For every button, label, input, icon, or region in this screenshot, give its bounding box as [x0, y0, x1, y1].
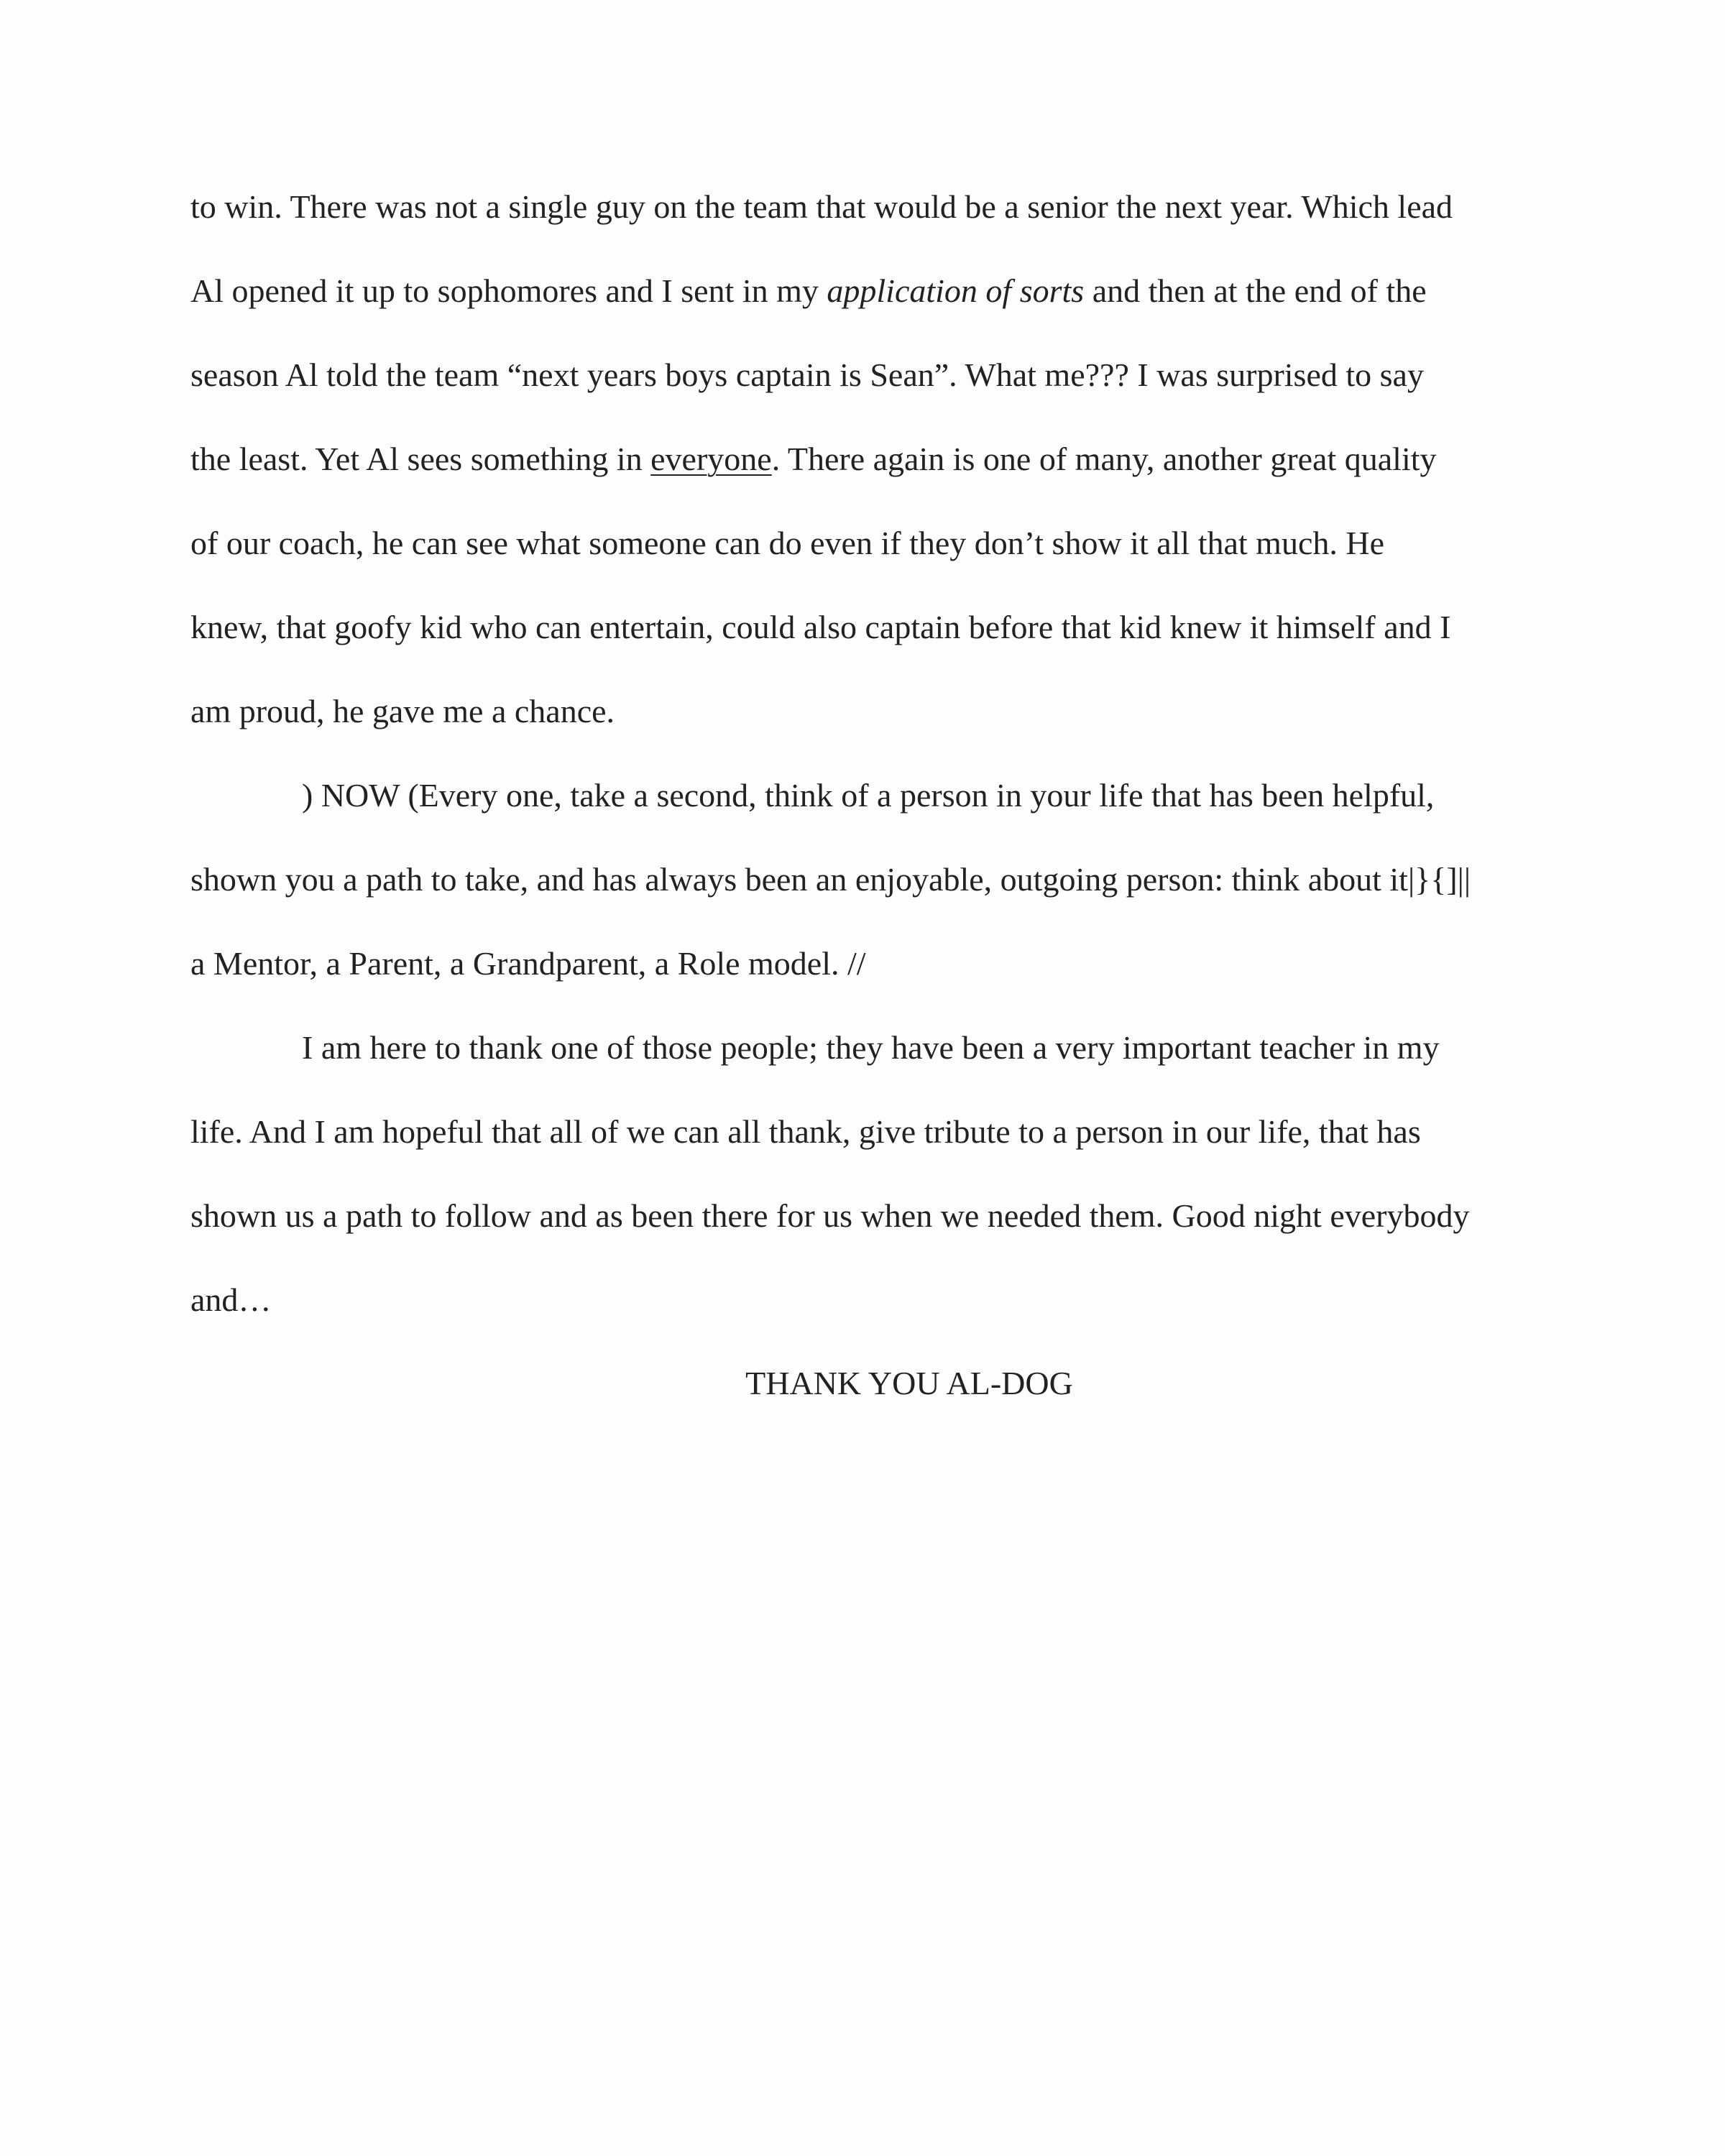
text-line-2: [190, 266, 1427, 316]
text-line-7: [190, 686, 615, 737]
text-run: . There again is one of many, another great quality: [771, 441, 1437, 477]
text-line-8: [302, 770, 1434, 821]
text-run: shown us a path to follow and as been there for us when we needed them. Good night everybody: [190, 1197, 1470, 1234]
text-line-1: [190, 182, 1453, 232]
text-run: of our coach, he can see what someone can do even if they don’t show it all that much. He: [190, 525, 1385, 561]
underlined-word: everyone: [650, 441, 772, 477]
text-line-12: [190, 1107, 1421, 1157]
text-run: and…: [190, 1281, 272, 1318]
text-run: to win. There was not a single guy on the team that would be a senior the next year. Which lead: [190, 188, 1453, 225]
text-run: life. And I am hopeful that all of we can all thank, give tribute to a person in our life, that has: [190, 1113, 1421, 1150]
italic-phrase: application of sorts: [827, 272, 1085, 309]
text-run: and then at the end of the: [1084, 272, 1427, 309]
text-line-14: [190, 1275, 271, 1325]
text-run: season Al told the team “next years boys captain is Sean”. What me??? I was surprised to say: [190, 356, 1424, 393]
text-run: the least. Yet Al sees something in: [190, 441, 651, 477]
text-run: ) NOW (Every one, take a second, think of a person in your life that has been helpful,: [302, 777, 1435, 814]
text-line-10: [190, 939, 866, 989]
text-line-5: [190, 518, 1384, 568]
text-run: shown you a path to take, and has always been an enjoyable, outgoing person: think about it|}{]||: [190, 861, 1471, 898]
closing-line: THANK YOU AL-DOG: [745, 1365, 1073, 1401]
text-run: am proud, he gave me a chance.: [190, 693, 615, 729]
text-run: Al opened it up to sophomores and I sent in my: [190, 272, 827, 309]
text-line-13: [190, 1191, 1470, 1241]
text-run: I am here to thank one of those people; they have been a very important teacher in my: [302, 1029, 1440, 1066]
text-line-3: [190, 350, 1424, 400]
text-run: a Mentor, a Parent, a Grandparent, a Role model. //: [190, 945, 866, 982]
text-line-6: [190, 602, 1450, 653]
text-run: knew, that goofy kid who can entertain, could also captain before that kid knew it himself and I: [190, 609, 1451, 645]
text-line-11: [302, 1023, 1440, 1073]
text-line-9: [190, 854, 1471, 905]
text-line-4: [190, 434, 1437, 484]
